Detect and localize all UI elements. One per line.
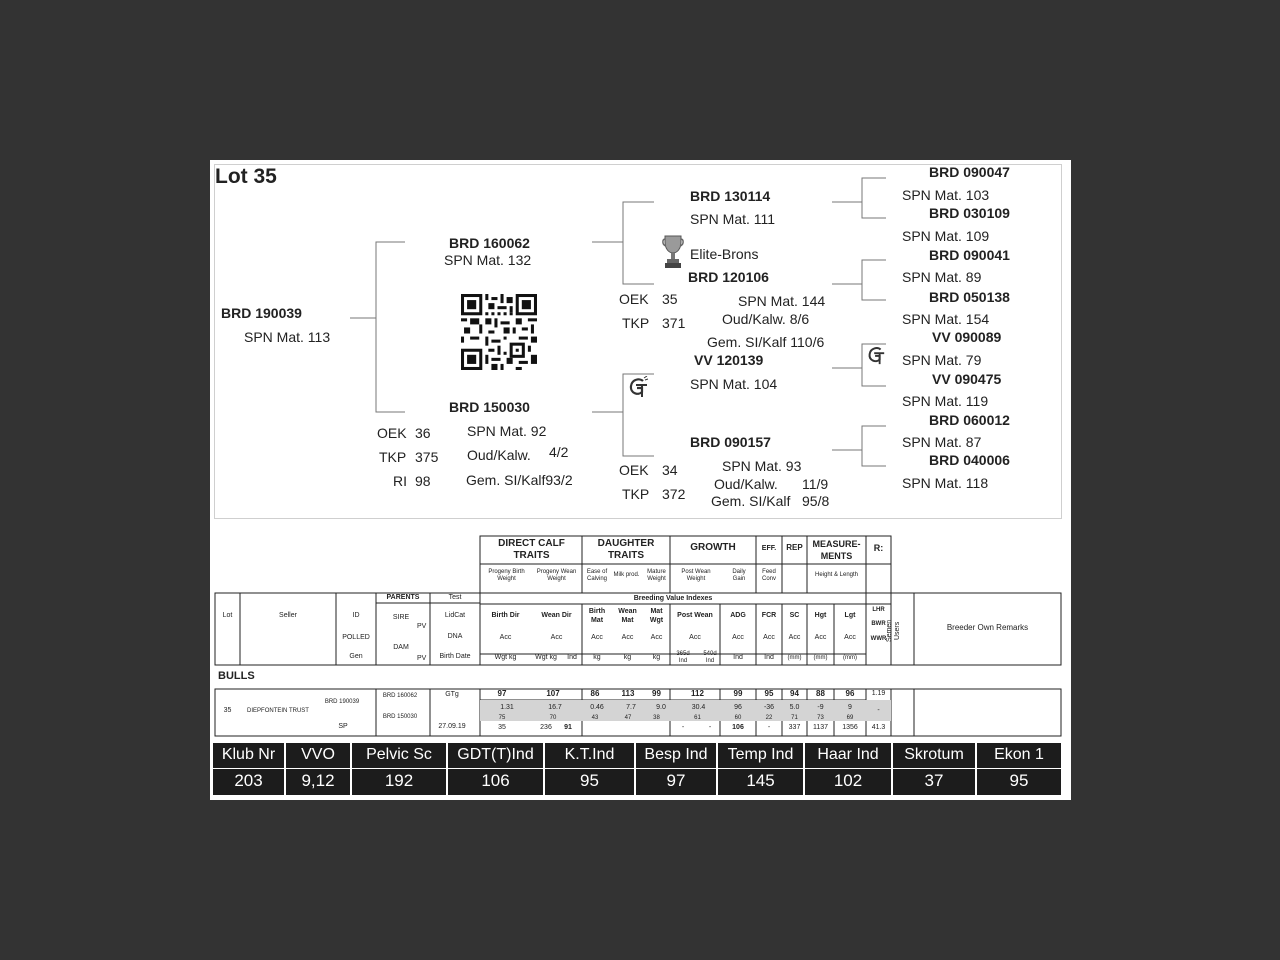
col-birth-dir: Birth Dir bbox=[491, 612, 520, 619]
stat-value: 9,12 bbox=[301, 771, 335, 790]
col-semen-users: Semen Users bbox=[886, 619, 901, 642]
sd-oud: Oud/Kalw. 8/6 bbox=[722, 311, 810, 327]
row-wdir-wgt: 236 bbox=[540, 724, 552, 731]
stat-value: 97 bbox=[666, 771, 686, 790]
row-mwgt-ebv: 9.0 bbox=[656, 704, 666, 711]
col-post-wean: Post Wean bbox=[677, 612, 713, 619]
row-dam: BRD 150030 bbox=[382, 714, 418, 720]
stat-value: 203 bbox=[234, 771, 263, 790]
row-pw-ebv: 30.4 bbox=[691, 704, 706, 711]
row-lgt-mm: 1356 bbox=[842, 724, 858, 731]
ggp-7-spn: SPN Mat. 87 bbox=[902, 434, 982, 450]
stats-bar bbox=[213, 743, 1061, 795]
col-acc: Acc bbox=[788, 634, 801, 641]
sub-milk: Milk prod. bbox=[613, 572, 640, 578]
row-mwgt-acc: 38 bbox=[653, 715, 660, 721]
stat-value: 95 bbox=[1009, 771, 1029, 790]
col-ind: Ind bbox=[764, 654, 774, 661]
ds-id: VV 120139 bbox=[694, 352, 764, 368]
sire-id: BRD 160062 bbox=[449, 235, 530, 251]
row-lgt-acc: 69 bbox=[846, 715, 854, 721]
col-pv2: PV bbox=[417, 655, 427, 662]
dam-tkp-value: 375 bbox=[415, 449, 439, 465]
sd-oek-value: 35 bbox=[662, 291, 678, 307]
row-adg: 99 bbox=[733, 689, 743, 698]
ggp-8-spn: SPN Mat. 118 bbox=[902, 475, 989, 491]
col-breeder-remarks: Breeder Own Remarks bbox=[946, 623, 1029, 632]
col-mm: (mm) bbox=[843, 655, 857, 661]
row-hgt-acc: 73 bbox=[817, 715, 824, 721]
col-sire: SIRE bbox=[392, 614, 410, 621]
ggp-3-spn: SPN Mat. 89 bbox=[902, 269, 982, 285]
row-bmat: 86 bbox=[590, 689, 600, 698]
col-adg: ADG bbox=[730, 612, 746, 619]
stat-label: VVO bbox=[301, 746, 335, 763]
row-lidcat: GTg bbox=[445, 691, 459, 698]
ggp-5-spn: SPN Mat. 79 bbox=[902, 352, 982, 368]
col-polled: POLLED bbox=[342, 634, 370, 641]
stat-label: Temp Ind bbox=[727, 746, 794, 763]
row-bdir-acc: 75 bbox=[498, 715, 506, 721]
row-polled: SP bbox=[338, 723, 348, 730]
row-sire: BRD 160062 bbox=[382, 693, 418, 699]
dam-ri-value: 98 bbox=[415, 473, 431, 489]
row-hgt-mm: 1137 bbox=[812, 724, 829, 731]
dam-spn: SPN Mat. 92 bbox=[467, 423, 547, 439]
stat-vvo bbox=[286, 743, 350, 795]
row-pw-365: - bbox=[681, 724, 685, 731]
dam-oek-label: OEK bbox=[377, 425, 407, 441]
row-hgt-ebv: -9 bbox=[817, 704, 824, 711]
ds-spn: SPN Mat. 104 bbox=[690, 376, 778, 392]
row-wdir: 107 bbox=[546, 689, 560, 698]
col-seller: Seller bbox=[279, 612, 297, 619]
dd-oek-value: 34 bbox=[662, 462, 678, 478]
ggp-6-id: VV 090475 bbox=[932, 371, 1002, 387]
col-dna: DNA bbox=[447, 633, 463, 640]
stat-value: 102 bbox=[833, 771, 863, 790]
col-540d: 540d Ind bbox=[703, 651, 717, 664]
stat-pelvic-sc bbox=[352, 743, 446, 795]
dd-oud-label: Oud/Kalw. bbox=[714, 476, 778, 492]
row-fcr-ebv: -36 bbox=[763, 704, 775, 711]
ggp-2-spn: SPN Mat. 109 bbox=[902, 228, 990, 244]
group-growth: GROWTH bbox=[690, 542, 736, 553]
stat-label: Haar Ind bbox=[817, 746, 879, 763]
stat-value: 192 bbox=[384, 771, 414, 790]
col-acc: Acc bbox=[844, 634, 856, 641]
col-wean-dir: Wean Dir bbox=[541, 612, 572, 619]
stat-ekon-1 bbox=[977, 743, 1061, 795]
row-id: BRD 190039 bbox=[324, 699, 360, 705]
col-ind: Ind bbox=[567, 654, 577, 661]
ss-id: BRD 130114 bbox=[690, 188, 771, 204]
col-hgt: Hgt bbox=[814, 612, 827, 619]
col-fcr: FCR bbox=[761, 612, 777, 619]
col-acc: Acc bbox=[814, 634, 827, 641]
row-wdir-ebv: 16.7 bbox=[548, 704, 562, 711]
row-sc-ebv: 5.0 bbox=[789, 704, 800, 711]
lot-card bbox=[210, 160, 1071, 800]
row-mwgt: 99 bbox=[652, 689, 661, 698]
stat-value: 145 bbox=[746, 771, 775, 790]
row-bmat-acc: 43 bbox=[591, 715, 599, 721]
row-bmat-ebv: 0.46 bbox=[590, 704, 604, 711]
col-acc: Acc bbox=[689, 634, 701, 641]
col-birth-date: Birth Date bbox=[439, 653, 471, 660]
stat-value: 106 bbox=[481, 771, 510, 790]
dd-id: BRD 090157 bbox=[690, 434, 771, 450]
col-bwr: BWR bbox=[871, 621, 886, 627]
row-lot: 35 bbox=[223, 707, 232, 714]
col-wwr: WWR bbox=[870, 636, 887, 642]
ggp-2-id: BRD 030109 bbox=[929, 205, 1010, 221]
group-rep: REP bbox=[786, 543, 803, 552]
stat-skrotum bbox=[893, 743, 975, 795]
col-acc: Acc bbox=[763, 634, 775, 641]
row-lgt-ebv: 9 bbox=[848, 704, 852, 711]
row-pw-540: - bbox=[708, 724, 712, 731]
stat-label: Pelvic Sc bbox=[366, 746, 432, 763]
col-acc: Acc bbox=[550, 634, 563, 641]
col-kg: kg bbox=[652, 654, 661, 661]
row-adg-ebv: 96 bbox=[734, 704, 742, 711]
row-wdir-acc: 70 bbox=[549, 715, 557, 721]
sub-pww: Progeny Wean Weight bbox=[536, 569, 577, 582]
stat-klub-nr bbox=[213, 743, 284, 795]
stat-label: Klub Nr bbox=[221, 746, 276, 763]
dam-id: BRD 150030 bbox=[449, 399, 530, 415]
row-bdir: 97 bbox=[497, 689, 507, 698]
sd-tkp-value: 371 bbox=[662, 315, 686, 331]
group-daughter: DAUGHTER TRAITS bbox=[597, 538, 655, 561]
sd-id: BRD 120106 bbox=[688, 269, 769, 285]
col-acc: Acc bbox=[621, 634, 634, 641]
sub-pbw: Progeny Birth Weight bbox=[488, 569, 525, 582]
group-r: R: bbox=[873, 543, 884, 553]
col-acc: Acc bbox=[499, 634, 512, 641]
col-365d: 365d Ind bbox=[676, 651, 690, 664]
row-wwr: 41.3 bbox=[871, 724, 886, 731]
stat-temp-ind bbox=[718, 743, 803, 795]
dd-oek-label: OEK bbox=[619, 462, 649, 478]
row-wmat-acc: 47 bbox=[624, 715, 632, 721]
sub-dg: Daily Gain bbox=[732, 569, 746, 582]
row-sc-acc: 71 bbox=[791, 715, 798, 721]
col-wgt-kg: Wgt kg bbox=[494, 654, 517, 661]
col-gen: Gen bbox=[349, 653, 363, 660]
col-pv1: PV bbox=[417, 623, 427, 630]
sd-oek-label: OEK bbox=[619, 291, 649, 307]
dam-oud-label: Oud/Kalw. bbox=[467, 447, 531, 463]
row-hgt: 88 bbox=[816, 689, 825, 698]
stat-haar-ind bbox=[805, 743, 891, 795]
sub-eoc: Ease of Calving bbox=[586, 569, 608, 582]
col-acc: Acc bbox=[650, 634, 663, 641]
animal-id: BRD 190039 bbox=[221, 305, 302, 321]
col-wgt-kg: Wgt kg bbox=[535, 654, 557, 661]
group-measurements: MEASURE- MENTS bbox=[812, 539, 861, 561]
dam-gem: Gem. SI/Kalf93/2 bbox=[466, 472, 573, 488]
row-wdir-ind: 91 bbox=[564, 724, 572, 731]
col-acc: Acc bbox=[732, 634, 744, 641]
row-bdir-ebv: 1.31 bbox=[500, 704, 514, 711]
row-sc-mm: 337 bbox=[788, 724, 801, 731]
col-test: Test bbox=[448, 594, 462, 601]
sire-spn: SPN Mat. 132 bbox=[444, 252, 532, 268]
row-bdir-wgt: 35 bbox=[498, 724, 506, 731]
col-dam: DAM bbox=[393, 644, 409, 651]
row-fcr-ind: - bbox=[767, 724, 771, 731]
sd-tkp-label: TKP bbox=[622, 315, 650, 331]
ss-spn: SPN Mat. 111 bbox=[690, 211, 776, 227]
row-lhr: 1.19 bbox=[871, 690, 886, 697]
ggp-8-id: BRD 040006 bbox=[929, 452, 1010, 468]
row-lgt: 96 bbox=[845, 689, 855, 698]
dam-ri-label: RI bbox=[393, 473, 407, 489]
sd-gem: Gem. SI/Kalf 110/6 bbox=[707, 334, 825, 350]
sub-hl: Height & Length bbox=[814, 572, 859, 578]
sub-mw: Mature Weight bbox=[647, 569, 666, 582]
dd-tkp-label: TKP bbox=[622, 486, 650, 502]
col-parents: PARENTS bbox=[386, 594, 420, 601]
dd-oud-value: 11/9 bbox=[802, 476, 829, 492]
bvi-label: Breeding Value Indexes bbox=[633, 595, 713, 602]
ggp-1-id: BRD 090047 bbox=[929, 164, 1010, 180]
ggp-3-id: BRD 090041 bbox=[929, 247, 1010, 263]
ggp-1-spn: SPN Mat. 103 bbox=[902, 187, 990, 203]
stat-besp-ind bbox=[636, 743, 716, 795]
col-acc: Acc bbox=[591, 634, 603, 641]
sub-fc: Feed Conv bbox=[761, 569, 776, 582]
row-pw: 112 bbox=[691, 689, 704, 698]
stat-label: GDT(T)Ind bbox=[457, 746, 534, 763]
col-wean-mat: Wean Mat bbox=[618, 608, 637, 624]
col-lhr: LHR bbox=[872, 607, 885, 613]
dd-gem-label: Gem. SI/Kalf bbox=[711, 493, 791, 509]
group-direct-calf: DIRECT CALF TRAITS bbox=[498, 538, 565, 561]
row-seller: DIEPFONTEIN TRUST bbox=[247, 708, 309, 714]
stat-label: Besp Ind bbox=[644, 746, 708, 763]
row-adg-ind: 106 bbox=[732, 724, 744, 731]
group-eff: EFF. bbox=[761, 545, 777, 552]
col-mat-wgt: Mat Wgt bbox=[649, 608, 664, 624]
row-wmat-ebv: 7.7 bbox=[626, 704, 636, 711]
dam-oek-value: 36 bbox=[415, 425, 431, 441]
dam-tkp-label: TKP bbox=[379, 449, 407, 465]
col-sc: SC bbox=[789, 612, 800, 619]
stat-value: 37 bbox=[924, 771, 944, 790]
animal-spn: SPN Mat. 113 bbox=[244, 329, 331, 345]
col-kg: kg bbox=[593, 654, 601, 661]
col-id: ID bbox=[352, 612, 360, 619]
dam-oud-value: 4/2 bbox=[549, 444, 569, 460]
col-kg: kg bbox=[623, 654, 632, 661]
stat-label: K.T.Ind bbox=[564, 746, 615, 763]
col-lidcat: LidCat bbox=[444, 612, 466, 619]
sd-spn: SPN Mat. 144 bbox=[738, 293, 826, 309]
row-fcr: 95 bbox=[764, 689, 774, 698]
ggp-4-id: BRD 050138 bbox=[929, 289, 1010, 305]
row-adg-acc: 60 bbox=[734, 715, 742, 721]
col-ind: Ind bbox=[733, 654, 743, 661]
row-sc: 94 bbox=[790, 689, 799, 698]
col-lgt: Lgt bbox=[844, 612, 856, 619]
lot-title: Lot 35 bbox=[215, 165, 277, 188]
stat-kt-ind bbox=[545, 743, 634, 795]
section-bulls: BULLS bbox=[218, 670, 255, 682]
col-mm: (mm) bbox=[787, 655, 802, 661]
row-wmat: 113 bbox=[621, 689, 635, 698]
stat-gdt-ind bbox=[448, 743, 543, 795]
stat-value: 95 bbox=[580, 771, 599, 790]
row-pw-acc: 61 bbox=[694, 715, 701, 721]
row-fcr-acc: 22 bbox=[765, 715, 773, 721]
ggp-7-id: BRD 060012 bbox=[929, 412, 1010, 428]
col-birth-mat: Birth Mat bbox=[588, 608, 606, 624]
stat-label: Skrotum bbox=[904, 746, 964, 763]
dd-tkp-value: 372 bbox=[662, 486, 686, 502]
stat-label: Ekon 1 bbox=[994, 746, 1044, 763]
dd-spn: SPN Mat. 93 bbox=[722, 458, 802, 474]
ggp-6-spn: SPN Mat. 119 bbox=[902, 393, 989, 409]
row-bwr: - bbox=[877, 707, 880, 714]
dd-gem-value: 95/8 bbox=[802, 493, 830, 509]
ggp-5-id: VV 090089 bbox=[932, 329, 1002, 345]
row-birth-date: 27.09.19 bbox=[438, 723, 466, 730]
ggp-4-spn: SPN Mat. 154 bbox=[902, 311, 990, 327]
sub-pwg: Post Wean Weight bbox=[681, 569, 711, 582]
col-mm: (mm) bbox=[813, 655, 828, 661]
col-lot: Lot bbox=[222, 612, 233, 619]
award-label: Elite-Brons bbox=[690, 246, 759, 262]
